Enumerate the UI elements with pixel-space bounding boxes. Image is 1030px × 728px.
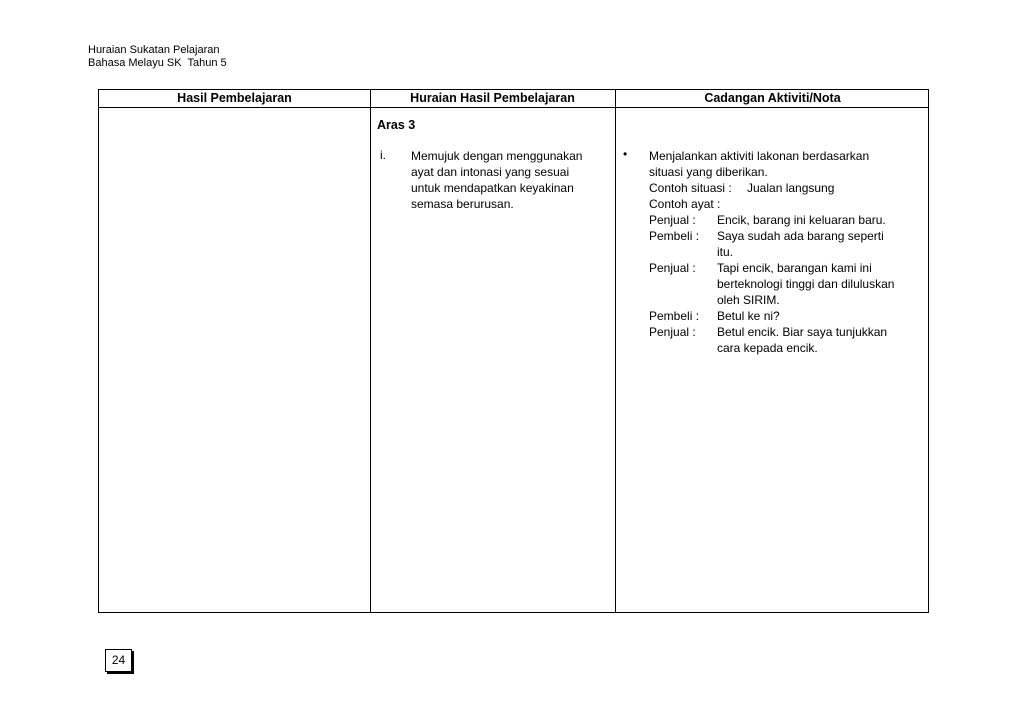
column-header-huraian: Huraian Hasil Pembelajaran [410,91,575,105]
dialogue-row [649,308,894,324]
header-divider [99,107,928,108]
item-line: Memujuk dengan menggunakan [411,149,583,163]
situation-label: Contoh situasi : [649,181,732,195]
syllabus-table [98,89,929,613]
speaker: Pembeli : [649,309,700,323]
column-header-cadangan: Cadangan Aktiviti/Nota [704,91,841,105]
header-title: Huraian Sukatan Pelajaran [88,44,220,56]
activity-intro: Menjalankan aktiviti lakonan berdasarkan [649,149,870,163]
document-header [88,44,227,70]
dialogue-line: Saya sudah ada barang seperti [717,229,884,243]
dialogue-continuation: oleh SIRIM. [717,293,780,307]
dialogue-row [649,212,894,228]
dialogue-line: Encik, barang ini keluaran baru. [717,213,886,227]
dialogue-row [649,260,894,276]
level-label: Aras 3 [377,118,416,132]
speaker: Penjual : [649,325,696,339]
dialogue-line: Betul ke ni? [717,309,780,323]
item-description [411,148,611,212]
dialogue-line: Tapi encik, barangan kami ini [717,261,872,275]
speaker: Penjual : [649,213,696,227]
dialogue-continuation: itu. [717,245,734,259]
page-number: 24 [105,649,132,672]
situation-row [649,180,894,196]
column-divider [615,90,616,612]
dialogue-row [649,324,894,340]
bullet-icon: • [623,147,628,161]
speaker: Penjual : [649,261,696,275]
header-subtitle: Bahasa Melayu SK Tahun 5 [88,57,227,69]
activity-intro: situasi yang diberikan. [649,165,768,179]
dialogue-line: Betul encik. Biar saya tunjukkan [717,325,888,339]
sentence-label: Contoh ayat : [649,197,721,211]
situation-value: Jualan langsung [747,181,835,195]
dialogue-row [649,228,894,244]
item-line: untuk mendapatkan keyakinan [411,181,574,195]
dialogue-continuation: cara kepada encik. [717,341,818,355]
item-line: semasa berurusan. [411,197,514,211]
item-line: ayat dan intonasi yang sesuai [411,165,570,179]
column-divider [370,90,371,612]
column-header-hasil: Hasil Pembelajaran [177,91,292,105]
speaker: Pembeli : [649,229,700,243]
activity-notes [649,148,894,356]
item-number: i. [380,148,386,162]
dialogue-continuation: berteknologi tinggi dan diluluskan [717,277,895,291]
